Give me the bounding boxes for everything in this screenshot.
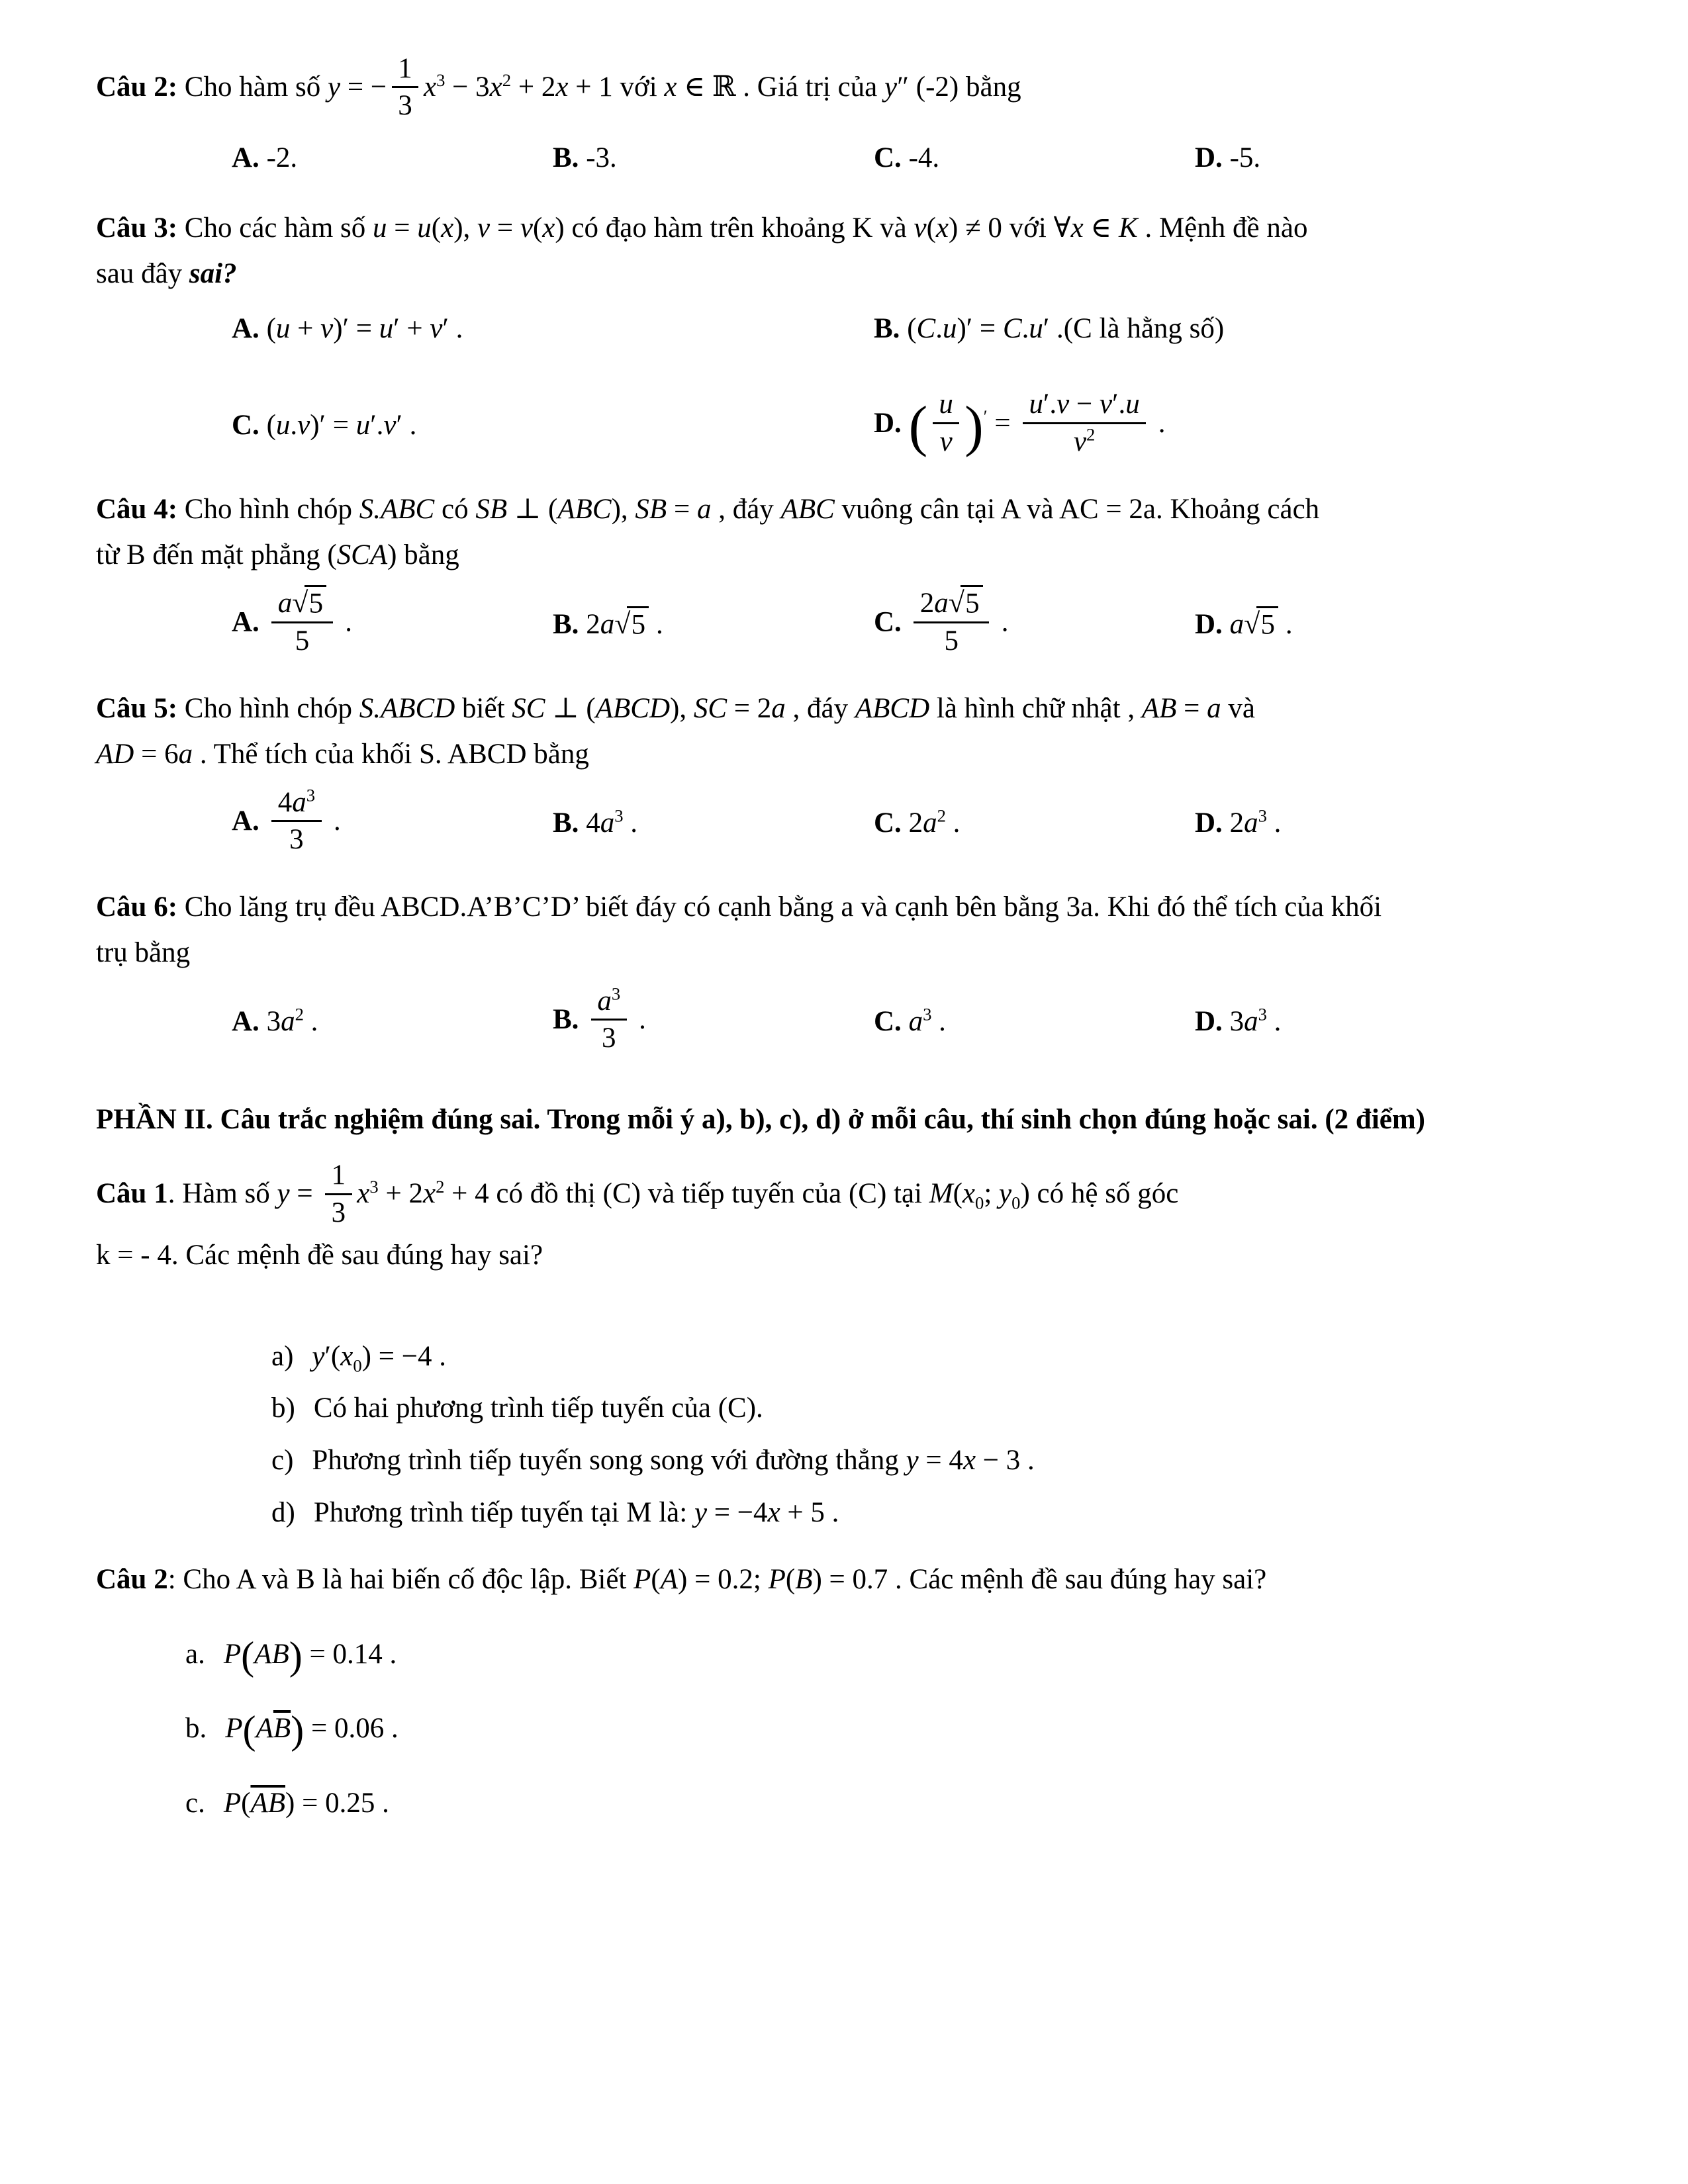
text-run: Câu 6: [96, 891, 178, 923]
answer-options [232, 132, 1516, 185]
answer-option: B. 2a√5 . [553, 597, 874, 652]
text-run: a [923, 807, 937, 839]
option-label: D. [1195, 609, 1223, 641]
text-run: u [939, 388, 953, 420]
option-label: A. [232, 606, 259, 638]
part1-questions [96, 53, 1589, 1063]
fraction [1023, 387, 1146, 460]
text-run: SB [475, 494, 508, 525]
text-run: y [884, 71, 898, 103]
answer-options [232, 584, 1516, 666]
answer-option: A. $\frac{a√5}{5}$ . [232, 584, 553, 666]
question-stem: Câu 2: Cho hàm số y = − $\frac{1}{3}$ $x^3 - 3x^2 + 2x + 1$ với x ∈ ℝ . Giá trị của y″ (-2) bằng [96, 53, 1589, 126]
text-run: ABCD [595, 693, 671, 725]
option-label: C. [874, 1005, 902, 1037]
answer-option: A. -2. [232, 142, 298, 173]
text-run: u [417, 212, 432, 244]
text-run: x [767, 1497, 780, 1529]
text-run: u [355, 409, 371, 441]
text-run: y [999, 1178, 1012, 1210]
text-run: SC [693, 693, 727, 725]
option-label: A. [232, 1005, 259, 1037]
text-run: x [1070, 212, 1084, 244]
text-run: v [477, 212, 491, 244]
option-label: C. [874, 606, 902, 638]
part2-heading: PHẦN II. Câu trắc nghiệm đúng sai. Trong mỗi ý a), b), c), d) ở mỗi câu, thí sinh chọn đúng hoặc sai. (2 điểm) [96, 1103, 1426, 1135]
text-run: 2 [295, 1004, 304, 1024]
question-stem: Câu 1. Hàm số y = $\frac{1}{3}$ $x^3 + 2x^2 + 4$ có đồ thị (C) và tiếp tuyến của (C) tại $M(x_0$; $y_0$) có hệ số góc k = - 4. Các mệnh đề sau đúng hay sai? [96, 1160, 1589, 1278]
fraction [392, 51, 418, 124]
text-run: v [1073, 426, 1087, 457]
text-run: a [934, 588, 949, 619]
text-run: v [383, 409, 397, 441]
text-run: 5 [305, 585, 327, 619]
statement-item [271, 1438, 1589, 1484]
option-label: B. [553, 142, 579, 173]
text-run: S.ABC [359, 494, 435, 525]
square-root [614, 609, 649, 640]
text-run: a [277, 588, 293, 619]
text-run: SC [512, 693, 545, 725]
text-run: 5 [1256, 606, 1279, 640]
option-label: D. [1195, 1005, 1223, 1037]
text-run: AB [254, 1638, 289, 1670]
question-p2-cau-2 [96, 1557, 1589, 1827]
text-run: 5 [944, 625, 959, 657]
text-run: 5 [961, 585, 983, 619]
text-run: v [430, 312, 443, 344]
item-text: Có hai phương trình tiếp tuyến của (C). [313, 1392, 763, 1424]
answer-option: A. $3a^2$ . [232, 1004, 318, 1037]
statement-item [271, 1334, 1589, 1380]
part1 [96, 53, 1589, 1063]
answer-option: B. (C.u)′ = C.u′ .(C là hằng số) [874, 312, 1225, 344]
question-stem: Câu 3: Cho các hàm số u = u(x), v = v(x) có đạo hàm trên khoảng K và v(x) ≠ 0 với ∀x ∈ K . Mệnh đề nào sau đây sai? [96, 212, 1308, 290]
statement-item [271, 1386, 1589, 1432]
item-label: a. [185, 1638, 205, 1670]
answer-option: A. (u + v)′ = u′ + v′ . [232, 312, 463, 344]
item-label: b) [271, 1392, 295, 1424]
answer-option: D. -5. [1195, 142, 1261, 173]
question-cau-6 [96, 885, 1589, 1062]
item-label: d) [271, 1497, 295, 1529]
item-text: $P(\overline{AB}) = 0.25$ . [223, 1788, 389, 1819]
text-run: x [555, 71, 569, 103]
fraction [591, 983, 627, 1057]
text-run: a [600, 609, 615, 641]
text-run: P [768, 1563, 786, 1595]
text-run: 3 [614, 805, 624, 826]
option-label: A. [232, 312, 259, 344]
text-run: 2 [937, 805, 946, 826]
option-label: B. [874, 312, 900, 344]
question-stem: Câu 4: Cho hình chóp S.ABC có SB ⊥ (ABC), SB = a , đáy ABC vuông cân tại A và AC = 2a. Khoảng cách từ B đến mặt phẳng (SCA) bằng [96, 494, 1320, 570]
option-label: D. [1195, 142, 1223, 173]
text-run: P [633, 1563, 651, 1595]
text-run: B [795, 1563, 813, 1595]
statement-item [271, 1490, 1589, 1536]
text-run: ( [908, 393, 928, 457]
text-run: a [696, 494, 712, 525]
text-run: u [1125, 388, 1140, 420]
text-run: x [962, 1178, 976, 1210]
text-run [271, 585, 332, 623]
statement-items [185, 1632, 1589, 1827]
text-run: AB [1141, 693, 1177, 725]
text-run: 3 [602, 1023, 616, 1054]
text-run: 1 [325, 1158, 352, 1195]
text-run: Câu 2 [96, 1563, 168, 1595]
text-run: $4a^3$ [271, 785, 321, 823]
item-text: Phương trình tiếp tuyến song song với đường thẳng y = 4x − 3 . [312, 1445, 1035, 1477]
text-run: $\overline{AB}$ [250, 1788, 285, 1819]
answer-option: B. $4a^3$ . [553, 805, 638, 839]
text-run: Câu 5: [96, 693, 178, 725]
text-run: x [935, 212, 949, 244]
text-run: ) [289, 1633, 303, 1678]
text-run: √ [948, 587, 964, 619]
answer-option: C. $2a^2$ . [874, 805, 961, 839]
text-run: v [520, 212, 533, 244]
answer-options [232, 783, 1516, 864]
text-run: √ [292, 587, 308, 619]
question-stem: Câu 2: Cho A và B là hai biến cố độc lập. Biết P(A) = 0.2; P(B) = 0.7 . Các mệnh đề sau đúng hay sai? [96, 1563, 1267, 1595]
text-run: ) [291, 1708, 305, 1753]
text-run [933, 387, 959, 424]
statement-item [185, 1781, 1589, 1827]
text-run: ) [964, 393, 984, 457]
text-run: x [423, 71, 437, 103]
text-run: u [275, 409, 291, 441]
answer-option: C. $\frac{2a√5}{5}$ . [874, 584, 1195, 666]
answer-option: D. a√5 . [1195, 597, 1516, 652]
question-cau-4 [96, 487, 1589, 665]
text-run: Câu 2: [96, 71, 178, 103]
text-run: 0 [353, 1355, 362, 1376]
text-run: x [542, 212, 555, 244]
text-run: v [320, 312, 334, 344]
text-run: 3 [289, 824, 304, 856]
text-run: S.ABCD [359, 693, 455, 725]
option-label: A. [232, 805, 259, 837]
answer-option: B. -3. [553, 142, 617, 173]
fraction [271, 585, 332, 659]
text-run: Câu 4: [96, 494, 178, 525]
overline [250, 1788, 285, 1819]
text-run: ( [242, 1708, 256, 1753]
text-run: x [441, 212, 454, 244]
option-label: C. [874, 807, 902, 839]
fraction [933, 387, 959, 460]
statement-item [185, 1632, 1589, 1678]
text-run: √ [614, 608, 631, 641]
text-run: ( [241, 1633, 255, 1678]
text-run: 2 [1086, 424, 1096, 445]
item-text: P(AB) = 0.14 . [223, 1633, 397, 1678]
text-run: x [489, 71, 502, 103]
text-run: ABC [557, 494, 612, 525]
text-run: 3 [369, 1177, 379, 1197]
text-run: 0 [1011, 1193, 1021, 1214]
text-run: SCA [336, 539, 388, 570]
question-p2-cau-1 [96, 1160, 1589, 1535]
answer-options [232, 302, 1516, 466]
text-run: a [1207, 693, 1221, 725]
text-run: u [942, 312, 957, 344]
question-cau-5 [96, 686, 1589, 864]
text-run: 5 [295, 625, 310, 657]
text-run: ABCD [855, 693, 930, 725]
square-root [292, 588, 326, 619]
answer-option: A. $\frac{4a^3}{3}$ . [232, 783, 553, 864]
option-label: B. [553, 609, 579, 641]
option-label: D. [874, 407, 902, 439]
question-stem: Câu 5: Cho hình chóp S.ABCD biết SC ⊥ (ABCD), SC = 2a , đáy ABCD là hình chữ nhật , AB = a và AD = 6a . Thể tích của khối S. ABCD bằng [96, 693, 1255, 770]
text-run: A [256, 1713, 273, 1745]
text-run: P [223, 1788, 242, 1819]
text-run: C [916, 312, 936, 344]
question-stem: Câu 6: Cho lăng trụ đều ABCD.A’B’C’D’ biết đáy có cạnh bằng a và cạnh bên bằng 3a. Khi đó thể tích của khối trụ bằng [96, 891, 1382, 969]
square-root [1244, 609, 1278, 640]
text-run: 3 [436, 69, 445, 90]
answer-option: C. -4. [874, 142, 940, 173]
text-run: ABC [780, 494, 835, 525]
option-label: A. [232, 142, 259, 173]
text-run: v [1056, 388, 1070, 420]
text-run: u [379, 312, 394, 344]
text-run: A [660, 1563, 679, 1595]
text-run: y [328, 71, 341, 103]
fraction [325, 1158, 352, 1231]
part2-questions [96, 1160, 1589, 1827]
option-label: C. [232, 409, 259, 441]
text-run: 3 [923, 1004, 932, 1024]
text-run: a [178, 739, 193, 770]
text-run: a [1229, 609, 1244, 641]
item-label: b. [185, 1713, 207, 1745]
text-run: x [357, 1178, 370, 1210]
answer-option: D. $3a^3$ . [1195, 1004, 1282, 1037]
fraction [271, 785, 321, 858]
text-run: a [1244, 1005, 1258, 1037]
item-text: Phương trình tiếp tuyến tại M là: y = −4x + 5 . [313, 1497, 839, 1529]
text-run: a [908, 1005, 923, 1037]
statement-items [271, 1334, 1589, 1536]
option-label: B. [553, 807, 579, 839]
option-label: D. [1195, 807, 1223, 839]
text-run: Câu 1 [96, 1178, 168, 1210]
text-run: P [225, 1713, 243, 1745]
text-run: u [373, 212, 387, 244]
text-run: P [223, 1638, 242, 1670]
text-run: 1 [392, 51, 418, 89]
text-run: 2 [436, 1177, 445, 1197]
part2 [96, 1097, 1589, 1827]
answer-option: D. ( $\frac{u}{v}$ )′ = $\frac{u'.v - v'.u}{v^2}$ . [874, 385, 1516, 467]
text-run: a [597, 985, 612, 1017]
answer-option: C. $a^3$ . [874, 1004, 946, 1037]
text-run: 0 [975, 1193, 984, 1214]
text-run: a [771, 693, 786, 725]
option-label: B. [553, 1004, 579, 1036]
text-run: M [929, 1178, 953, 1210]
text-run: 3 [611, 983, 621, 1004]
text-run: u [1029, 388, 1044, 420]
text-run: SB [635, 494, 667, 525]
text-run: 2 [502, 69, 512, 90]
text-run: 3 [1258, 1004, 1267, 1024]
question-cau-2 [96, 53, 1589, 185]
text-run: Câu 3: [96, 212, 178, 244]
item-label: c. [185, 1788, 205, 1819]
text-run: v [1100, 388, 1113, 420]
answer-option: C. (u.v)′ = u′.v′ . [232, 409, 417, 441]
item-label: c) [271, 1445, 294, 1477]
text-run [591, 983, 627, 1021]
answer-options [232, 981, 1516, 1063]
statement-item [185, 1706, 1589, 1752]
text-run: 3 [331, 1197, 346, 1228]
text-run: AD [96, 739, 134, 770]
text-run: 5 [627, 606, 649, 640]
text-run: a [1244, 807, 1258, 839]
item-text: $y'(x_0) = -4$ . [312, 1340, 446, 1376]
text-run: ′ [983, 406, 988, 426]
text-run: y [312, 1340, 325, 1372]
answer-option: D. $2a^3$ . [1195, 805, 1282, 839]
text-run: y [277, 1178, 290, 1210]
text-run: a [292, 786, 306, 818]
text-run: $\overline{B}$ [273, 1713, 291, 1745]
text-run: v [297, 409, 310, 441]
text-run [1067, 424, 1101, 460]
text-run: C [1002, 312, 1022, 344]
text-run: √ [1244, 608, 1260, 641]
text-run: K [1119, 212, 1138, 244]
text-run: x [962, 1445, 976, 1477]
text-run: 2a√5 [914, 585, 989, 623]
text-run: x [422, 1178, 436, 1210]
text-run [933, 424, 959, 460]
text-run: u [275, 312, 291, 344]
text-run: y [694, 1497, 708, 1529]
text-run: v [914, 212, 927, 244]
answer-option: B. $\frac{a^3}{3}$ . [553, 981, 874, 1063]
option-label: C. [874, 142, 902, 173]
text-run: y [906, 1445, 919, 1477]
text-run: 3 [1258, 805, 1267, 826]
text-run: 3 [306, 785, 316, 805]
text-run: x [340, 1340, 353, 1372]
text-run: x [664, 71, 677, 103]
item-label: a) [271, 1340, 294, 1372]
text-run: 3 [398, 90, 412, 122]
text-run: sai? [189, 258, 237, 290]
overline [273, 1713, 291, 1744]
question-cau-3 [96, 206, 1589, 466]
text-run: a [281, 1005, 295, 1037]
item-text: $P(A\overline{B}) = 0.06$ . [225, 1708, 399, 1753]
text-run: a [600, 807, 615, 839]
text-run: u′.v − v′.u [1023, 387, 1146, 424]
text-run: v [939, 426, 953, 457]
fraction [914, 585, 989, 659]
square-root [949, 588, 983, 619]
text-run: u [1029, 312, 1043, 344]
